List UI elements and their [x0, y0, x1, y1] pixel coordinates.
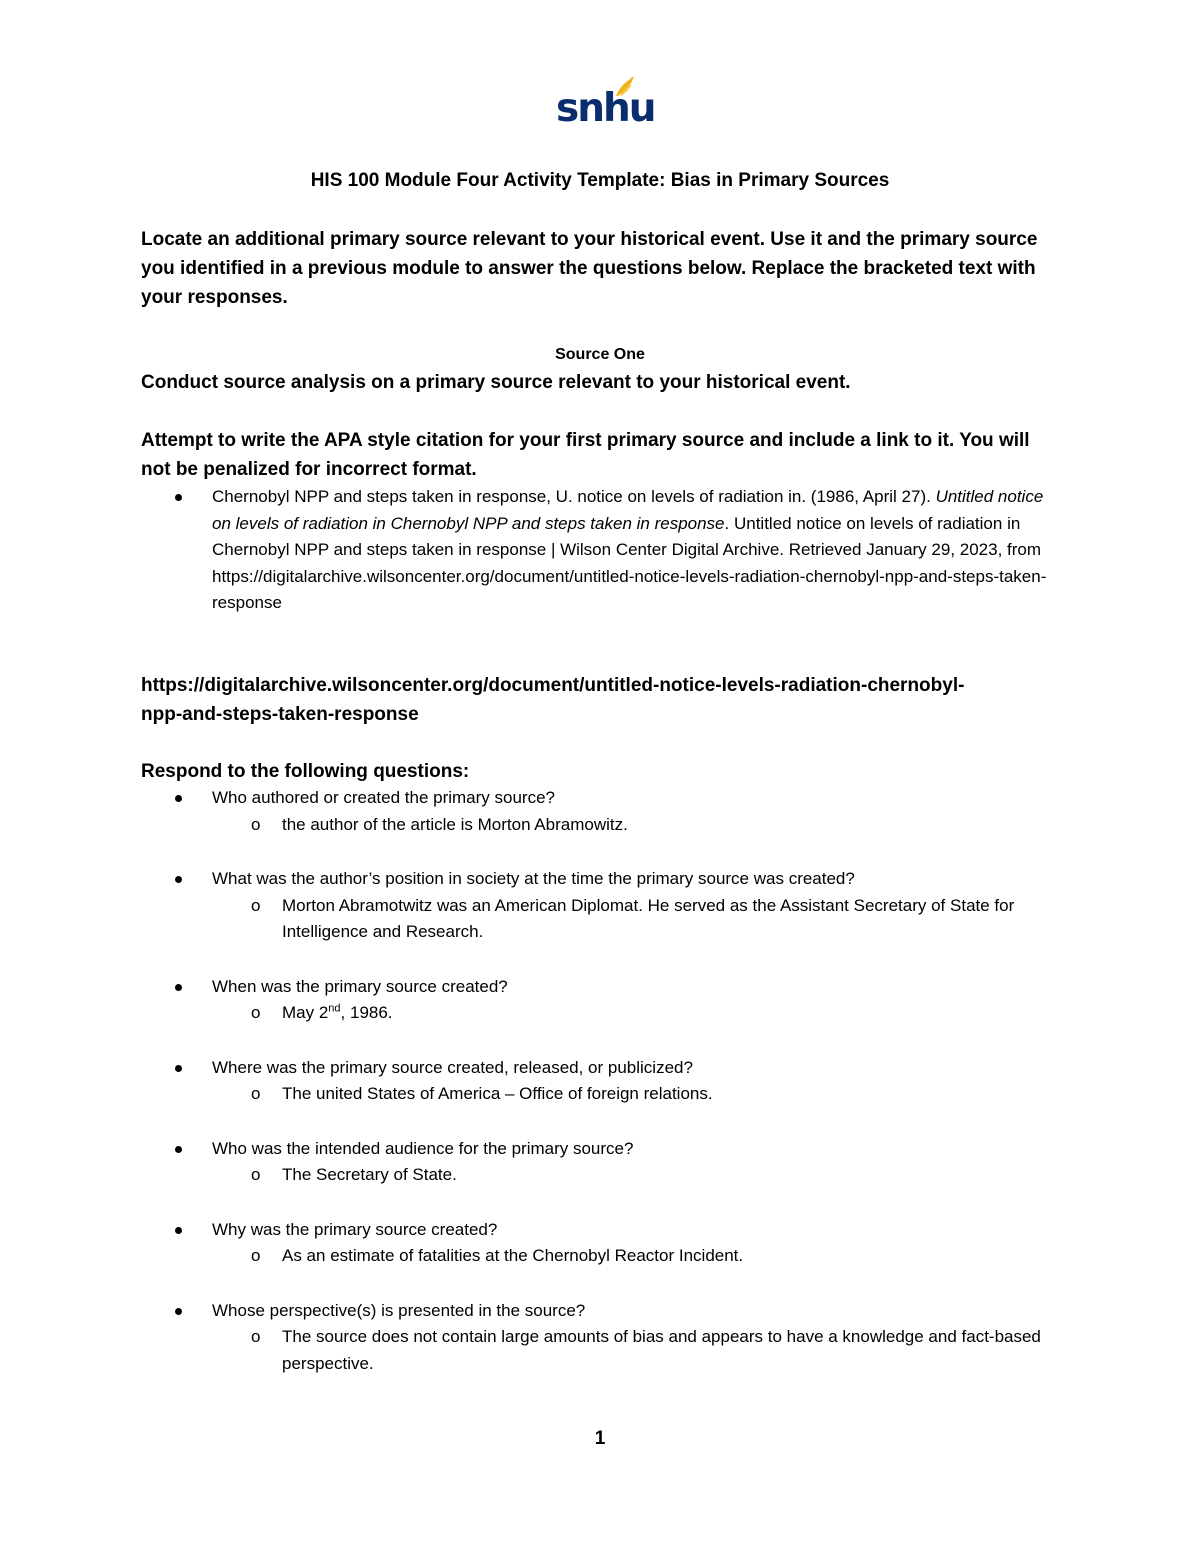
citation-part1: Chernobyl NPP and steps taken in response, U. notice on levels of radiation in. (1986, April 27). — [212, 487, 931, 506]
question-text: Where was the primary source created, released, or publicized? — [212, 1057, 693, 1077]
source-link-line1[interactable]: https://digitalarchive.wilsoncenter.org/document/untitled-notice-levels-radiation-chernobyl- — [141, 675, 965, 696]
sub-bullet-icon: o — [251, 1246, 261, 1265]
section-prompt: Conduct source analysis on a primary source relevant to your historical event. — [141, 372, 851, 393]
bullet-icon — [175, 1308, 182, 1315]
question-item — [141, 1055, 1061, 1108]
snhu-logo — [556, 74, 655, 132]
question-item — [141, 866, 1061, 946]
question-text: Why was the primary source created? — [212, 1219, 498, 1239]
answer-text: Morton Abramotwitz was an American Diplomat. He served as the Assistant Secretary of State for Intelligence and Research. — [282, 895, 1015, 941]
question-text: Who authored or created the primary source? — [212, 788, 556, 807]
answer-item — [141, 812, 1061, 839]
citation-list — [141, 484, 1061, 617]
answer-item — [141, 1162, 1061, 1189]
bullet-icon — [175, 1146, 182, 1153]
sub-bullet-icon: o — [251, 1084, 261, 1103]
section-heading: Source One — [555, 346, 645, 363]
bullet-icon — [175, 494, 182, 501]
logo-text: snhu — [556, 86, 655, 131]
question-text: What was the author’s position in society at the time the primary source was created? — [212, 869, 855, 888]
bullet-icon — [175, 1227, 182, 1234]
answer-text: the author of the article is Morton Abramowitz. — [282, 814, 628, 834]
answer-text-sup: nd — [328, 1002, 341, 1015]
question-text: Who was the intended audience for the primary source? — [212, 1138, 634, 1158]
sub-bullet-icon: o — [251, 895, 261, 915]
sub-bullet-icon: o — [251, 1327, 261, 1346]
sub-bullet-icon: o — [251, 1165, 261, 1184]
answer-text: The united States of America – Office of foreign relations. — [282, 1084, 713, 1103]
spacer — [141, 1189, 1061, 1217]
answer-text-pre: May 2 — [282, 1003, 329, 1022]
answer-item — [141, 1243, 1061, 1270]
question-item — [141, 1298, 1061, 1378]
intro-paragraph: Locate an additional primary source relevant to your historical event. Use it and the primary source you identified in a previous module to answer the questions below. Replace the bracketed text with your responses. — [141, 229, 1038, 308]
sub-bullet-icon: o — [251, 1003, 261, 1022]
question-item — [141, 974, 1061, 1027]
spacer — [141, 838, 1061, 866]
spacer — [141, 1270, 1061, 1298]
answer-item — [141, 1000, 1061, 1027]
spacer — [141, 946, 1061, 974]
spacer — [141, 1108, 1061, 1136]
bullet-icon — [175, 984, 182, 991]
answer-item — [141, 893, 1061, 946]
citation-title: Untitled notice on levels of radiation in Chernobyl NPP and steps taken in response — [212, 487, 1044, 533]
answer-item — [141, 1081, 1061, 1108]
document-title: HIS 100 Module Four Activity Template: Bias in Primary Sources — [310, 170, 890, 191]
answer-item — [141, 1324, 1061, 1377]
sub-bullet-icon: o — [251, 814, 261, 834]
source-link[interactable] — [141, 671, 1061, 729]
question-item — [141, 1136, 1061, 1189]
citation-item — [141, 484, 1061, 617]
spacer — [141, 1027, 1061, 1055]
citation-prompt: Attempt to write the APA style citation for your first primary source and include a link to it. You will not be penalized for incorrect format. — [141, 430, 1030, 480]
answer-text: The Secretary of State. — [282, 1165, 457, 1184]
bullet-icon — [175, 876, 182, 883]
bullet-icon — [175, 795, 182, 802]
answer-text: The source does not contain large amounts of bias and appears to have a knowledge and fact-based perspective. — [282, 1327, 1041, 1373]
source-link-line2[interactable]: npp-and-steps-taken-response — [141, 704, 419, 725]
question-text: When was the primary source created? — [212, 976, 508, 996]
citation-part3: . Untitled notice on levels of radiation in Chernobyl NPP and steps taken in response | Wilson Center Digital Archive. Retrieved January 29, 2023, from https://digitalarchive.wilsoncenter.org/document/untitled-notice-levels-radiation-chernobyl-npp-and-steps-taken-response — [212, 513, 1047, 612]
page-number: 1 — [594, 1428, 606, 1449]
questions-heading: Respond to the following questions: — [141, 761, 470, 782]
bullet-icon — [175, 1065, 182, 1072]
answer-text-post: , 1986. — [340, 1003, 393, 1022]
question-item — [141, 1217, 1061, 1270]
question-text: Whose perspective(s) is presented in the source? — [212, 1300, 586, 1320]
question-item — [141, 785, 1061, 838]
answer-text: As an estimate of fatalities at the Chernobyl Reactor Incident. — [282, 1246, 744, 1265]
questions-list — [141, 785, 1061, 1377]
